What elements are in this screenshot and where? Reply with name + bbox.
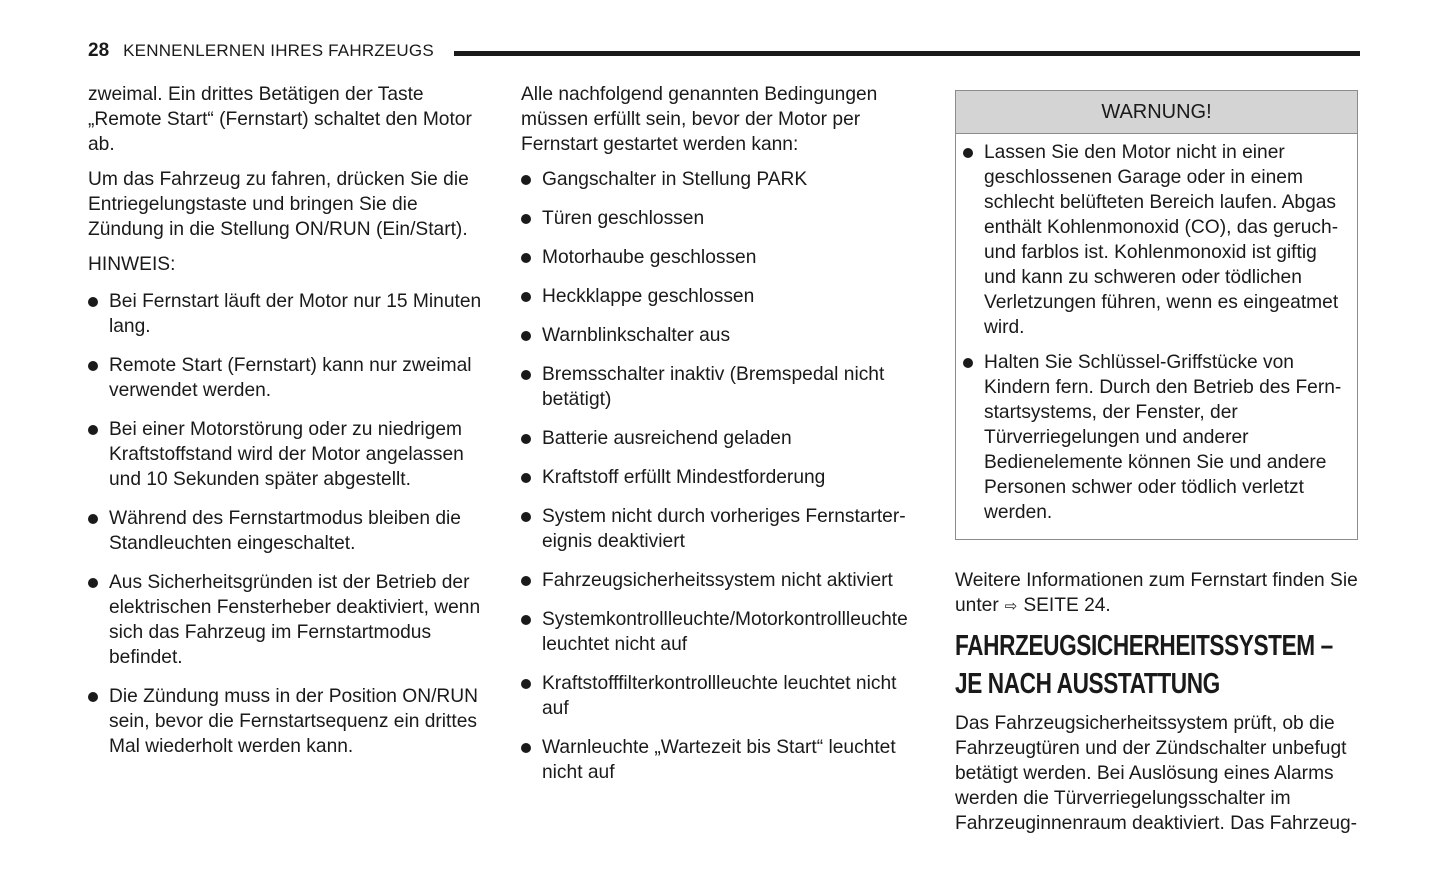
bullet-icon — [521, 214, 531, 224]
header-rule — [454, 51, 1360, 56]
list-item-text: Systemkontrollleuchte/Motorkontrollleuchte leuchtet nicht auf — [542, 609, 908, 655]
list-item — [521, 568, 921, 593]
list-item — [521, 284, 921, 309]
list-item-text: Gangschalter in Stellung PARK — [542, 169, 808, 190]
bullet-icon — [88, 514, 98, 524]
section-heading: FAHRZEUGSICHERHEITSSYSTEM – JE NACH AUSSTATTUNG — [955, 630, 1333, 700]
list-item-text: Die Zündung muss in der Position ON/RUN sein, bevor die Fernstartsequenz ein drittes Mal wiederholt werden kann. — [109, 686, 478, 757]
list-item — [88, 289, 493, 339]
list-item — [521, 245, 921, 270]
list-item — [521, 323, 921, 348]
page-header — [88, 38, 1360, 64]
bullet-icon — [521, 175, 531, 185]
bullet-icon — [521, 615, 531, 625]
chapter-title: KENNENLERNEN IHRES FAHRZEUGS — [123, 41, 434, 60]
list-item-text: Batterie ausreichend geladen — [542, 428, 792, 449]
list-item-text: Warnblinkschalter aus — [542, 325, 731, 346]
bullet-icon — [521, 512, 531, 522]
list-item — [521, 735, 921, 785]
list-item-text: Fahrzeugsicherheitssystem nicht aktiviert — [542, 570, 893, 591]
list-item — [963, 350, 1347, 525]
page-reference-link[interactable]: SEITE 24. — [1023, 595, 1111, 616]
bullet-icon — [521, 679, 531, 689]
bullet-icon — [521, 743, 531, 753]
list-item-text: Kraftstoff erfüllt Mindestforderung — [542, 467, 826, 488]
bullet-icon — [521, 473, 531, 483]
list-item — [88, 506, 493, 556]
warning-title: WARNUNG! — [956, 91, 1357, 134]
list-item — [88, 684, 493, 759]
bullet-icon — [963, 358, 973, 368]
list-item — [521, 465, 921, 490]
bullet-icon — [963, 148, 973, 158]
list-item-text: Während des Fernstartmodus bleiben die Standleuchten eingeschaltet. — [109, 508, 461, 554]
warning-list — [963, 140, 1347, 525]
page-number: 28 — [88, 40, 110, 61]
warning-body — [956, 134, 1357, 539]
list-item-text: Remote Start (Fernstart) kann nur zweimal verwendet werden. — [109, 355, 472, 401]
paragraph: Das Fahrzeugsicherheitssystem prüft, ob die Fahrzeugtüren und der Zündschalter unbefugt betätigt werden. Bei Auslösung eines Alarms werden die Türverriegelungsschalter im Fahrzeuginnenraum deaktiviert. Das Fahrzeug- — [955, 713, 1358, 834]
bullet-icon — [521, 292, 531, 302]
cross-reference — [955, 568, 1360, 619]
list-item-text: Bremsschalter inaktiv (Bremspedal nicht betätigt) — [542, 364, 885, 410]
list-item — [963, 140, 1347, 340]
list-item-text: Aus Sicherheitsgründen ist der Betrieb der elektrischen Fensterheber deaktiviert, wenn sich das Fahrzeug im Fernstartmodus befindet. — [109, 572, 481, 668]
page-reference-arrow-icon: ⇨ — [1004, 598, 1018, 615]
paragraph: Alle nachfolgend genannten Bedingungen müssen erfüllt sein, bevor der Motor per Fernstart gestartet werden kann: — [521, 84, 878, 155]
bullet-icon — [521, 576, 531, 586]
note-label: HINWEIS: — [88, 254, 176, 275]
list-item — [88, 570, 493, 670]
bullet-icon — [88, 297, 98, 307]
paragraph: zweimal. Ein drittes Betätigen der Taste „Remote Start“ (Fernstart) schaltet den Motor ab. — [88, 84, 472, 155]
list-item-text: Bei Fernstart läuft der Motor nur 15 Minuten lang. — [109, 291, 482, 337]
warning-box — [955, 90, 1358, 540]
note-list — [88, 289, 493, 759]
list-item-text: Kraftstofffilterkontrollleuchte leuchtet nicht auf — [542, 673, 897, 719]
list-item — [521, 206, 921, 231]
list-item-text: Türen geschlossen — [542, 208, 705, 229]
list-item — [88, 417, 493, 492]
column-left — [88, 82, 493, 773]
bullet-icon — [521, 331, 531, 341]
list-item — [88, 353, 493, 403]
list-item — [521, 362, 921, 412]
bullet-icon — [521, 253, 531, 263]
bullet-icon — [88, 361, 98, 371]
bullet-icon — [88, 692, 98, 702]
list-item-text: Motorhaube geschlossen — [542, 247, 757, 268]
list-item — [521, 607, 921, 657]
column-right — [955, 86, 1360, 846]
column-middle — [521, 82, 921, 799]
list-item-text: Bei einer Motorstörung oder zu niedrigem Kraftstoffstand wird der Motor angelassen und 10 Sekunden später abgestellt. — [109, 419, 464, 490]
paragraph: Um das Fahrzeug zu fahren, drücken Sie die Entriegelungstaste und bringen Sie die Zündung in die Stellung ON/RUN (Ein/Start). — [88, 169, 469, 240]
bullet-icon — [521, 434, 531, 444]
list-item — [521, 167, 921, 192]
list-item — [521, 671, 921, 721]
cross-reference-text: Weitere Informationen zum Fernstart finden Sie unter — [955, 570, 1358, 616]
list-item-text: Warnleuchte „Wartezeit bis Start“ leuchtet nicht auf — [542, 737, 896, 783]
bullet-icon — [521, 370, 531, 380]
list-item-text: System nicht durch vorheriges Fernstartereignis deaktiviert — [542, 506, 906, 552]
list-item-text: Halten Sie Schlüssel-Griffstücke von Kindern fern. Durch den Betrieb des Fernstartsystems, der Fenster, der Türverriegelungen und anderer Bedienelemente können Sie und andere Personen schwer oder tödlich verletzt werden. — [984, 352, 1342, 523]
list-item-text: Heckklappe geschlossen — [542, 286, 755, 307]
bullet-icon — [88, 425, 98, 435]
bullet-icon — [88, 578, 98, 588]
list-item — [521, 426, 921, 451]
list-item — [521, 504, 921, 554]
list-item-text: Lassen Sie den Motor nicht in einer geschlossenen Garage oder in einem schlecht belüfteten Bereich laufen. Abgas enthält Kohlenmonoxid (CO), das geruch- und farblos ist. Kohlenmonoxid ist giftig und kann zu schweren oder tödlichen Verletzungen führen, wenn es eingeatmet wird. — [984, 142, 1339, 338]
conditions-list — [521, 167, 921, 785]
